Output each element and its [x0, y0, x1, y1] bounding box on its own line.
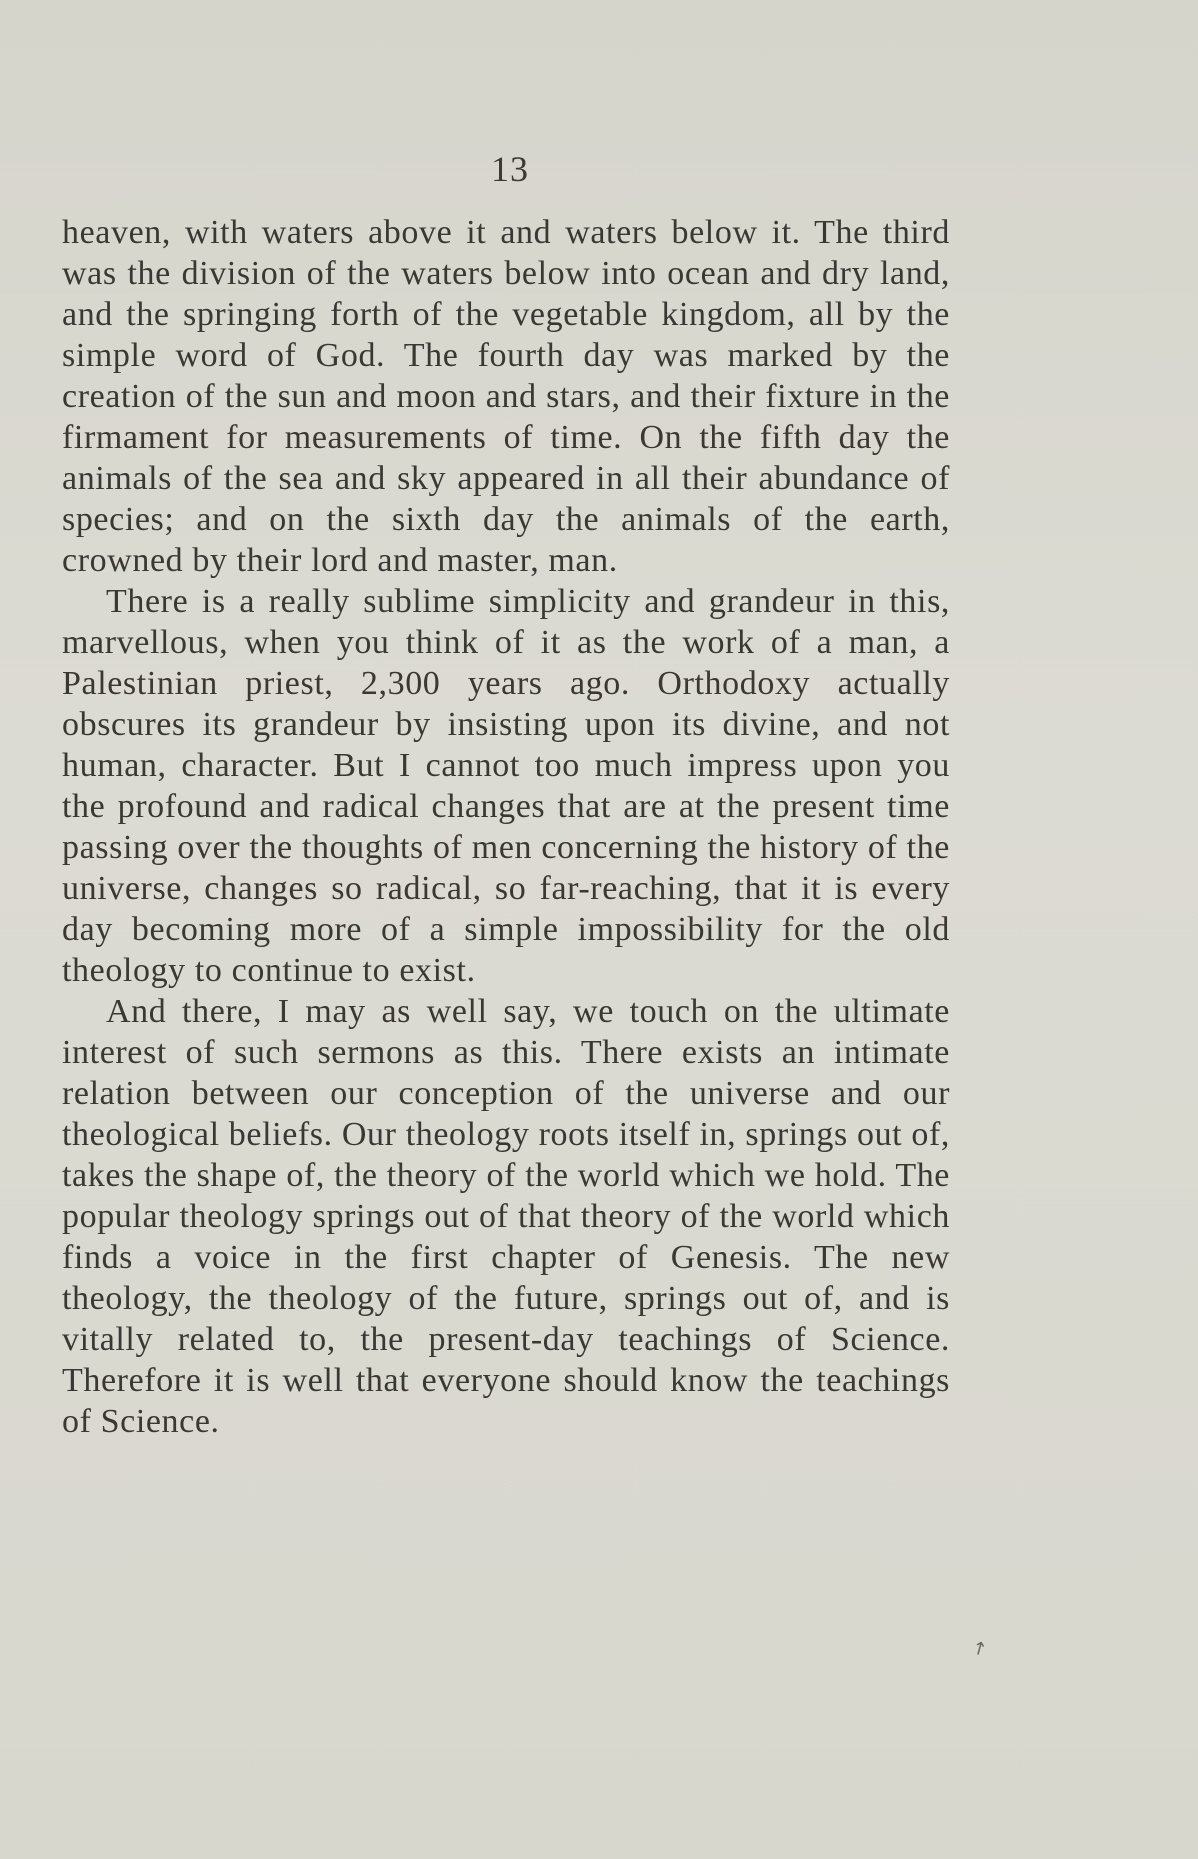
- paragraph-3: And there, I may as well say, we touch on the ultimate interest of such sermons as this. There exists an intimate relation between our conception of the universe and our theological beliefs. Our theology roots itself in, springs out of, takes the shape of, the theory of the world which we hold. The popular theology springs out of that theory of the world which finds a voice in the first chapter of Genesis. The new theology, the theology of the future, springs out of, and is vitally related to, the present-day teachings of Science. Therefore it is well that everyone should know the teachings of Science.: [62, 993, 950, 1440]
- paragraph-2: There is a really sublime simplicity and grandeur in this, marvellous, when you think of it as the work of a man, a Palestinian priest, 2,300 years ago. Orthodoxy actually obscures its grandeur by insisting upon its divine, and not human, character. But I cannot too much impress upon you the profound and radical changes that are at the present time passing over the thoughts of men concerning the history of the universe, changes so radical, so far-reaching, that it is every day becoming more of a simple impossibility for the old theology to continue to exist.: [62, 583, 950, 989]
- pencil-mark-icon: ↗: [967, 1635, 992, 1662]
- page-number: 13: [491, 149, 529, 189]
- paragraph-1: heaven, with waters above it and waters below it. The third was the division of the waters below into ocean and dry land, and the springing forth of the vegetable kingdom, all by the simple word of God. The fourth day was marked by the creation of the sun and moon and stars, and their fixture in the firmament for measurements of time. On the fifth day the animals of the sea and sky appeared in all their abundance of species; and on the sixth day the animals of the earth, crowned by their lord and master, man.: [62, 214, 950, 579]
- body-text: [62, 212, 950, 1442]
